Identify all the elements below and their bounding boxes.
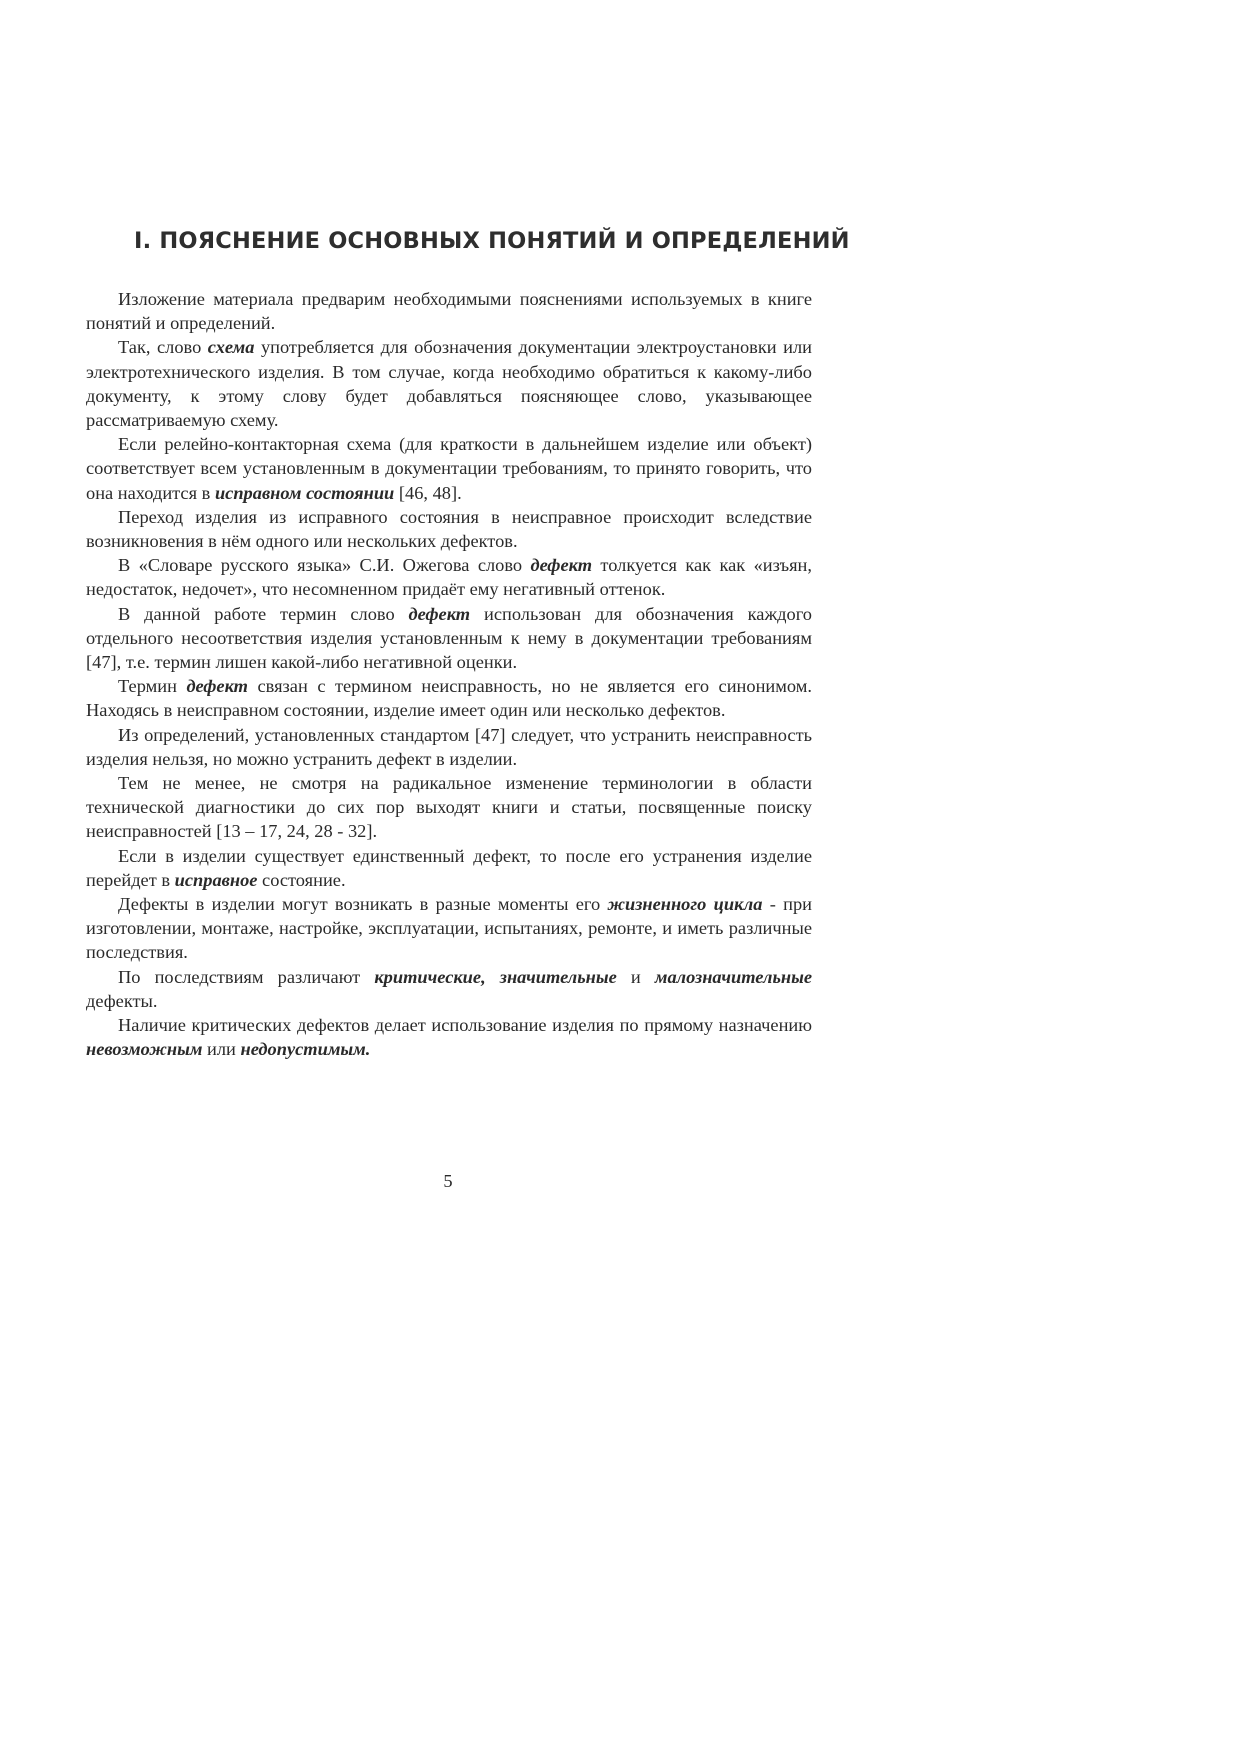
term-emphasis: невозможным xyxy=(86,1039,203,1060)
paragraph xyxy=(86,335,812,432)
paragraph-text: По последствиям различают xyxy=(118,966,375,987)
paragraph-text: В «Словаре русского языка» С.И. Ожегова слово xyxy=(118,555,531,576)
paragraph xyxy=(86,674,812,722)
paragraph-text: и xyxy=(616,966,655,987)
paragraph-text: Если в изделии существует единственный дефект, то после его устранения изделие перейдет в xyxy=(86,845,812,890)
paragraph-text: Изложение материала предварим необходимыми пояснениями используемых в книге понятий и определений. xyxy=(86,289,812,334)
paragraph xyxy=(86,1013,812,1061)
term-emphasis: дефект xyxy=(530,555,593,576)
page-number: 5 xyxy=(443,1171,453,1191)
paragraph xyxy=(86,553,812,601)
paragraph-text: использован для обозначения каждого отдельного несоответствия изделия установленным к нему в документации требованиям [47], т.е. термин лишен какой-либо негативной оценки. xyxy=(86,603,812,673)
term-emphasis: малозначительные xyxy=(654,966,812,987)
paragraph xyxy=(86,771,812,844)
paragraph-text: дефекты. xyxy=(86,990,158,1011)
term-emphasis: дефект xyxy=(408,603,471,624)
term-emphasis: исправном состоянии xyxy=(214,482,395,503)
paragraph-text: связан с термином неисправность, но не является его синонимом. Находясь в неисправном состоянии, изделие имеет один или несколько дефектов. xyxy=(86,676,812,721)
paragraph xyxy=(86,965,812,1013)
paragraph xyxy=(86,287,812,335)
term-emphasis: недопустимым. xyxy=(240,1039,371,1060)
paragraph-text: - при изготовлении, монтаже, настройке, эксплуатации, испытаниях, ремонте, и иметь различные последствия. xyxy=(86,894,813,963)
term-emphasis: критические, xyxy=(374,966,486,987)
chapter-heading: I. ПОЯСНЕНИЕ ОСНОВНЫХ ПОНЯТИЙ И ОПРЕДЕЛЕНИЙ xyxy=(134,228,850,254)
body-text xyxy=(86,287,812,1062)
paragraph-text: толкуется как как «изъян, недостаток, недочет», что несомненном придаёт ему негативный оттенок. xyxy=(86,555,812,600)
paragraph xyxy=(86,723,812,771)
term-emphasis: значительные xyxy=(499,966,617,987)
paragraph xyxy=(86,602,812,675)
paragraph-text: или xyxy=(202,1039,241,1060)
term-emphasis: исправное xyxy=(174,869,258,890)
paragraph xyxy=(86,505,812,553)
paragraph-text: Если релейно-контакторная схема (для краткости в дальнейшем изделие или объект) соответствует всем установленным в документации требованиям, то принято говорить, что она находится в xyxy=(86,434,812,503)
paragraph-text: Термин xyxy=(118,676,187,697)
paragraph-text: Из определений, установленных стандартом [47] следует, что устранить неисправность изделия нельзя, но можно устранить дефект в изделии. xyxy=(86,724,812,769)
paragraph-text: употребляется для обозначения документации электроустановки или электротехнического изделия. В том случае, когда необходимо обратиться к какому-либо документу, к этому слову будет добавляться поясняющее слово, указывающее рассматриваемую схему. xyxy=(86,337,812,431)
paragraph-text: Наличие критических дефектов делает использование изделия по прямому назначению xyxy=(118,1015,812,1036)
paragraph xyxy=(86,844,812,892)
term-emphasis: схема xyxy=(207,337,255,358)
term-emphasis: жизненного цикла xyxy=(607,894,763,915)
paragraph-text: Дефекты в изделии могут возникать в разные моменты его xyxy=(118,894,608,915)
paragraph-text: [46, 48]. xyxy=(394,482,462,503)
paragraph-text: Так, слово xyxy=(118,337,208,358)
paragraph-text xyxy=(486,967,500,987)
paragraph-text: состояние. xyxy=(257,869,346,890)
paragraph-text: В данной работе термин слово xyxy=(118,603,409,624)
paragraph xyxy=(86,432,812,505)
paragraph-text: Переход изделия из исправного состояния в неисправное происходит вследствие возникновения в нём одного или нескольких дефектов. xyxy=(86,506,812,552)
paragraph xyxy=(86,892,812,965)
term-emphasis: дефект xyxy=(186,676,248,697)
paragraph-text: Тем не менее, не смотря на радикальное изменение терминологии в области технической диагностики до сих пор выходят книги и статьи, посвященные поиску неисправностей [13 – 17, 24, 28 - 32]. xyxy=(86,773,812,842)
